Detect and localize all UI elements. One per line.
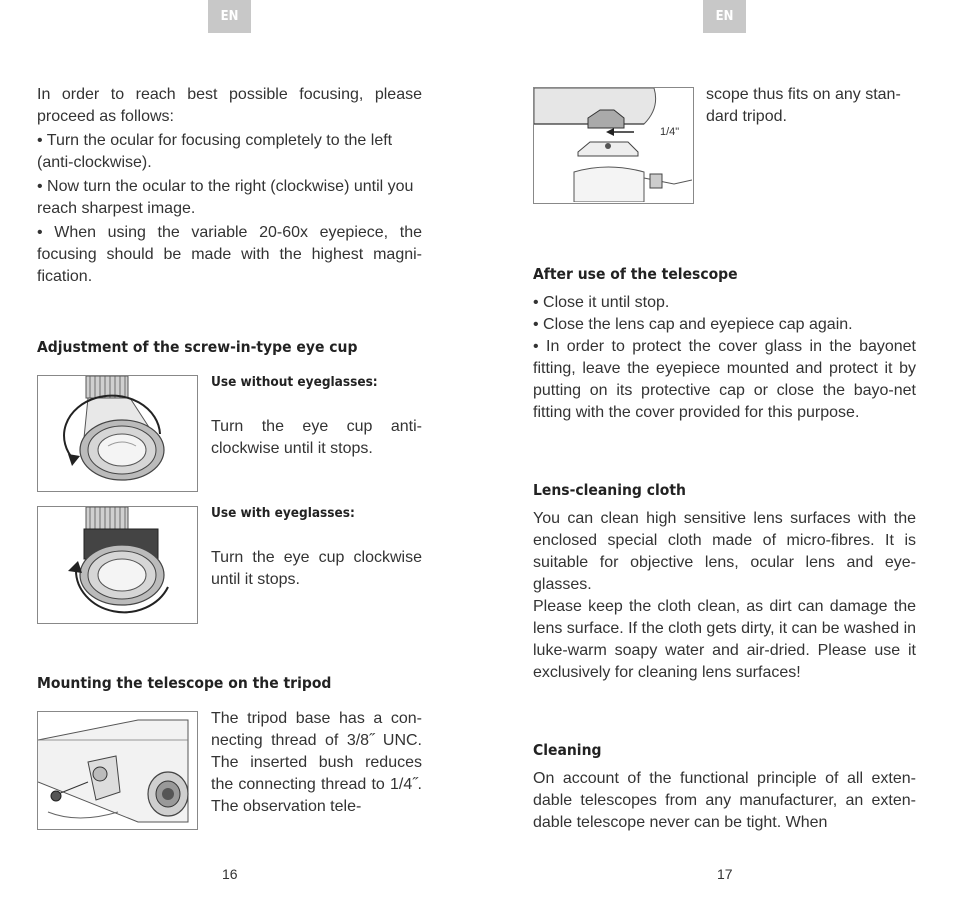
cleaning-text: On account of the functional principle of all exten-dable telescopes from any manufacturer, an exten-dable telescope never can be tight. When xyxy=(533,770,916,831)
without-glasses-text: Turn the eye cup anti-clockwise until it stops. xyxy=(211,418,422,457)
after-use-bullet-3: • In order to protect the cover glass in the bayonet fitting, leave the eyepiece mounted and protect it by putting on its protective cap or close the bayo-net fitting with the cover provided for this purpose. xyxy=(533,338,916,421)
tripod-mount-figure xyxy=(37,711,198,830)
language-tab-left: EN xyxy=(208,0,251,33)
eyecup-figure-without-glasses xyxy=(37,375,198,492)
with-glasses-text: Turn the eye cup clockwise until it stops. xyxy=(211,549,422,588)
after-use-list xyxy=(533,292,916,424)
bullet-3: • When using the variable 20-60x eyepiece, the focusing should be made with the highest magni-fication. xyxy=(37,224,422,285)
cloth-heading: Lens-cleaning cloth xyxy=(533,481,686,499)
after-use-heading: After use of the telescope xyxy=(533,265,738,283)
without-glasses-title: Use without eyeglasses: xyxy=(211,374,378,390)
eyecup-clockwise-illustration xyxy=(38,507,196,622)
after-use-bullet-1: • Close it until stop. xyxy=(533,294,670,311)
bush-quarter-inch-illustration xyxy=(534,88,692,202)
bullet-2: • Now turn the ocular to the right (clockwise) until you reach sharpest image. xyxy=(37,178,414,217)
tripod-bush-illustration xyxy=(38,712,196,828)
cloth-section xyxy=(533,508,916,684)
cleaning-heading: Cleaning xyxy=(533,741,602,759)
tripod-text: The tripod base has a con-necting thread of 3/8˝ UNC. The inserted bush reduces the connecting thread to 1/4˝. The observation tele- xyxy=(211,710,422,815)
bullet-1: • Turn the ocular for focusing completely to the left (anti-clockwise). xyxy=(37,132,393,171)
bush-size-label: 1/4" xyxy=(660,126,680,138)
intro-paragraph: In order to reach best possible focusing, please proceed as follows: xyxy=(37,86,422,125)
language-tab-right: EN xyxy=(703,0,746,33)
tripod-continued-text: scope thus fits on any stan-dard tripod. xyxy=(706,86,901,125)
cloth-text-2: Please keep the cloth clean, as dirt can damage the lens surface. If the cloth gets dirty, it can be washed in luke-warm soapy water and air-dried. Please use it exclusively for cleaning lens surfaces! xyxy=(533,598,917,681)
eyecup-anticlockwise-illustration xyxy=(38,376,196,490)
page-number-left: 16 xyxy=(222,866,238,882)
after-use-bullet-2: • Close the lens cap and eyepiece cap again. xyxy=(533,316,853,333)
cloth-text-1: You can clean high sensitive lens surfaces with the enclosed special cloth made of micro-fibres. It is suitable for objective lens, ocular lens and eye-glasses. xyxy=(533,510,916,593)
tripod-bush-detail-figure xyxy=(533,87,694,204)
eyecup-figure-with-glasses xyxy=(37,506,198,624)
with-glasses-title: Use with eyeglasses: xyxy=(211,505,355,521)
tripod-heading: Mounting the telescope on the tripod xyxy=(37,674,332,692)
eyecup-heading: Adjustment of the screw-in-type eye cup xyxy=(37,338,358,356)
left-intro xyxy=(37,84,422,288)
page-number-right: 17 xyxy=(717,866,733,882)
